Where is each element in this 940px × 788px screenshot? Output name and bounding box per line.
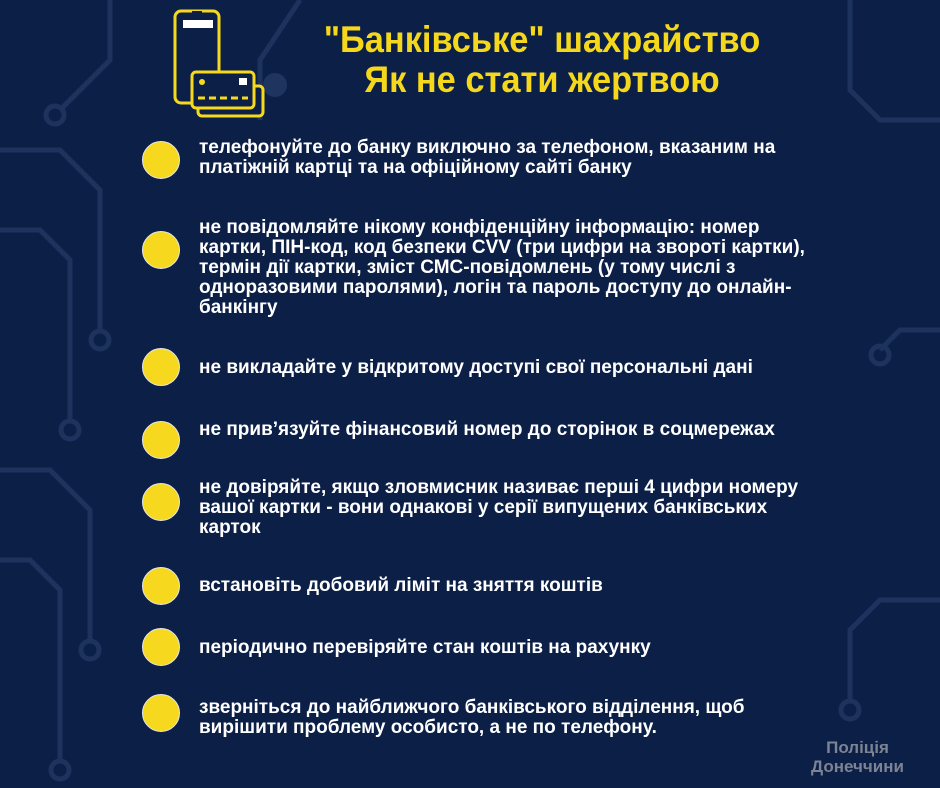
list-item-line: телефонуйте до банку виключно за телефоном, вказаним на <box>199 137 776 158</box>
title-line-1: "Банківське" шахрайство <box>323 19 761 60</box>
footer-line-2: Донеччини <box>811 757 904 776</box>
list-item-text <box>199 478 798 538</box>
list-item-line: термін дії картки, зміст СМС-повідомлень (у тому числі з <box>199 257 736 278</box>
bullet-icon <box>142 694 180 732</box>
list-item-line: картки, ПІН-код, код безпеки CVV (три цифри на звороті картки), <box>199 237 805 258</box>
bullet-icon <box>142 421 180 459</box>
list-item-line: періодично перевіряйте стан коштів на рахунку <box>199 637 651 658</box>
phone-and-cards-icon <box>172 8 267 120</box>
list-item-line: карток <box>199 517 261 538</box>
footer-line-1: Поліція <box>826 738 889 757</box>
list-item-line: вашої картки - вони однакові у серії випущених банківських <box>199 497 768 518</box>
list-item-line: одноразовими паролями), логін та пароль доступу до онлайн- <box>199 277 792 298</box>
list-item-line: не прив’язуйте фінансовий номер до сторінок в соцмережах <box>199 419 775 440</box>
list-item-line: банкінгу <box>199 297 278 318</box>
list-item-text <box>199 576 603 596</box>
bullet-icon <box>142 141 180 179</box>
title-line-2: Як не стати жертвою <box>364 59 720 100</box>
list-item-line: зверніться до найближчого банківського відділення, щоб <box>199 697 745 718</box>
list-item-text <box>199 358 753 378</box>
list-item-line: не викладайте у відкритому доступі свої персональні дані <box>199 357 753 378</box>
bullet-icon <box>142 483 180 521</box>
list-item-line: вирішити проблему особисто, а не по телефону. <box>199 717 657 738</box>
list-item-text <box>199 138 775 178</box>
list-item-line: платіжній картці та на офіційному сайті банку <box>199 157 632 178</box>
page-title <box>282 20 803 100</box>
list-item-text <box>199 698 744 738</box>
list-item-line: не повідомляйте нікому конфіденційну інформацію: номер <box>199 217 760 238</box>
bullet-icon <box>142 231 180 269</box>
list-item-line: встановіть добовий ліміт на зняття коштів <box>199 575 603 596</box>
list-item-text <box>199 638 651 658</box>
bullet-icon <box>142 628 180 666</box>
bullet-icon <box>142 567 180 605</box>
bullet-icon <box>142 348 180 386</box>
list-item-text <box>199 218 805 318</box>
footer-signature <box>790 738 925 776</box>
list-item-text <box>199 420 775 440</box>
list-item-line: не довіряйте, якщо зловмисник називає перші 4 цифри номеру <box>199 477 799 498</box>
